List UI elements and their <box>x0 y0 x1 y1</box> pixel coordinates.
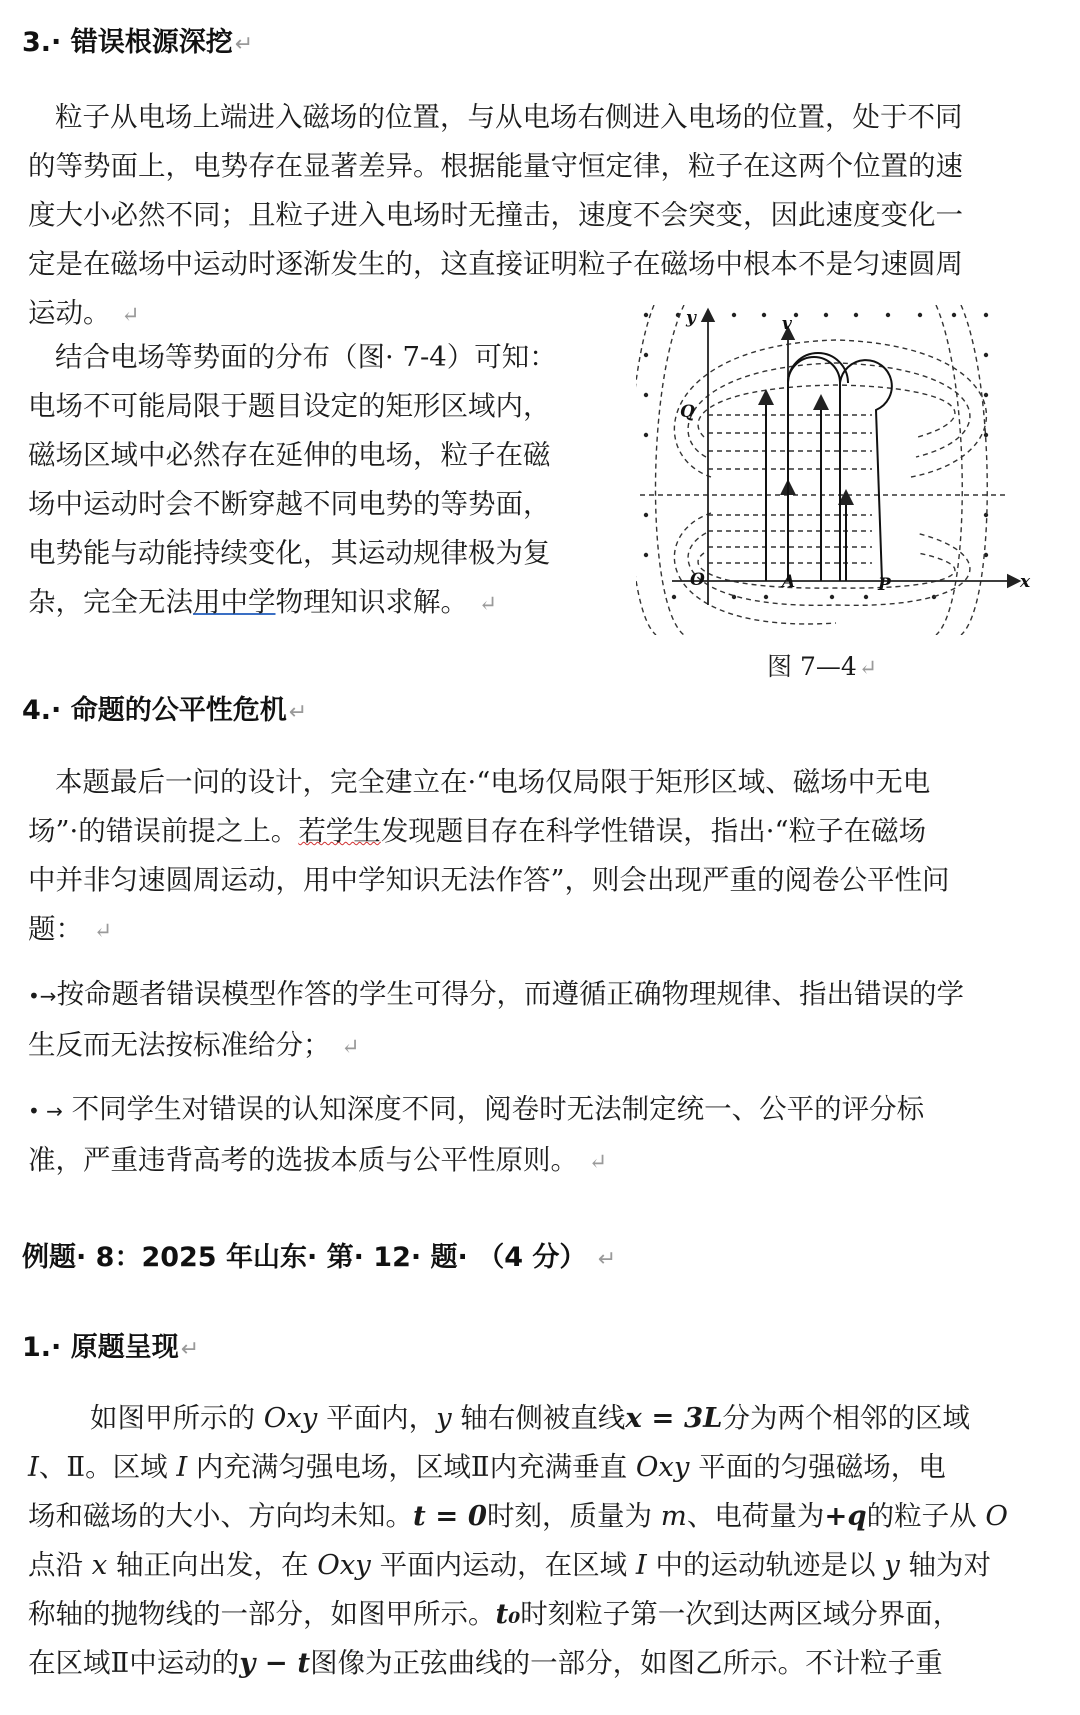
text-line: 本题最后一问的设计，完全建立在·“电场仅局限于矩形区域、磁场中无电 <box>55 766 931 798</box>
figure-caption: 图 7—4↵ <box>767 652 878 681</box>
underlined-phrase: 用中学 <box>193 586 276 618</box>
text-line: 在区域Ⅱ中运动的y − t图像为正弦曲线的一部分，如图乙所示。不计粒子重 <box>28 1647 943 1679</box>
paragraph-mark: ↵ <box>341 1035 360 1060</box>
section-4-heading-text: 4.· 命题的公平性危机 <box>22 695 287 726</box>
section-4-paragraph <box>28 758 1073 956</box>
text-line: 的等势面上，电势存在显著差异。根据能量守恒定律，粒子在这两个位置的速 <box>28 150 963 182</box>
section-3-paragraph-2 <box>28 333 628 629</box>
text-line: 准，严重违背高考的选拔本质与公平性原则。 ↵ <box>28 1144 608 1176</box>
paragraph-mark: ↵ <box>597 1247 617 1272</box>
text-line: 生反而无法按标准给分； ↵ <box>28 1029 360 1061</box>
paragraph-mark: ↵ <box>93 919 113 944</box>
paragraph-mark: ↵ <box>180 1337 200 1362</box>
point-p-label: P <box>878 575 891 595</box>
text-line: I、Ⅱ。区域 I 内充满匀强电场，区域Ⅱ内充满垂直 Oxy 平面的匀强磁场，电 <box>28 1451 946 1483</box>
problem-statement <box>28 1394 1073 1688</box>
text-line: 磁场区域中必然存在延伸的电场，粒子在磁 <box>28 439 551 471</box>
section-3-heading-text: 3.· 错误根源深挖 <box>22 27 233 58</box>
text-line: 杂，完全无法用中学物理知识求解。 ↵ <box>28 586 498 618</box>
section-3-heading <box>22 20 253 59</box>
section-1-heading-text: 1.· 原题呈现 <box>22 1332 179 1363</box>
text-line: 场中运动时会不断穿越不同电势的等势面， <box>28 488 551 520</box>
text-line: 场”·的错误前提之上。若学生发现题目存在科学性错误，指出·“粒子在磁场 <box>28 815 927 847</box>
text-line: 运动。 ↵ <box>28 297 140 329</box>
example-heading: 例题· 8：2025 年山东· 第· 12· 题· （4 分） ↵ <box>22 1242 617 1273</box>
section-3-paragraph-1 <box>28 93 1068 340</box>
bullet-item <box>28 970 1073 1072</box>
x-axis-label: x <box>1020 572 1031 592</box>
point-a-label: A <box>782 572 796 592</box>
text-line: • → 不同学生对错误的认知深度不同，阅卷时无法制定统一、公平的评分标 <box>28 1093 925 1125</box>
text-line: 结合电场等势面的分布（图· 7-4）可知： <box>55 341 557 373</box>
text-line: 定是在磁场中运动时逐渐发生的，这直接证明粒子在磁场中根本不是匀速圆周 <box>28 248 963 280</box>
text-line: 中并非匀速圆周运动，用中学知识无法作答”，则会出现严重的阅卷公平性问 <box>28 864 950 896</box>
text-line: •→按命题者错误模型作答的学生可得分，而遵循正确物理规律、指出错误的学 <box>28 978 965 1010</box>
paragraph-mark: ↵ <box>858 656 878 681</box>
origin-label: O <box>690 570 705 590</box>
paragraph-mark: ↵ <box>588 1150 608 1175</box>
bullet-item <box>28 1085 1073 1187</box>
equipotential-figure <box>636 305 1036 635</box>
text-line: 场和磁场的大小、方向均未知。t = 0时刻，质量为 m、电荷量为+q的粒子从 O <box>28 1500 1008 1532</box>
y-axis-label: y <box>686 308 696 328</box>
paragraph-mark: ↵ <box>478 592 498 617</box>
point-q-label: Q <box>680 402 695 422</box>
section-4-heading <box>22 688 307 727</box>
text-line: 点沿 x 轴正向出发，在 Oxy 平面内运动，在区域 I 中的运动轨迹是以 y 轴为对 <box>28 1549 991 1581</box>
paragraph-mark: ↵ <box>234 32 254 57</box>
text-line: 电场不可能局限于题目设定的矩形区域内， <box>28 390 551 422</box>
axes <box>672 313 1016 605</box>
bullet-marker: •→ <box>28 984 57 1008</box>
velocity-label: v <box>782 314 792 334</box>
wavy-underlined-phrase: 若学生 <box>298 815 381 847</box>
section-1-heading <box>22 1325 199 1364</box>
text-line: 如图甲所示的 Oxy 平面内，y 轴右侧被直线x = 3L分为两个相邻的区域 <box>90 1402 970 1434</box>
bullet-marker: • → <box>28 1099 63 1123</box>
text-line: 粒子从电场上端进入磁场的位置，与从电场右侧进入电场的位置，处于不同 <box>55 101 963 133</box>
paragraph-mark: ↵ <box>121 303 140 328</box>
paragraph-mark: ↵ <box>288 700 308 725</box>
magnetic-field-dots <box>644 313 988 599</box>
text-line: 度大小必然不同；且粒子进入电场时无撞击，速度不会突变，因此速度变化一 <box>28 199 963 231</box>
text-line: 题： ↵ <box>28 913 113 945</box>
text-line: 电势能与动能持续变化，其运动规律极为复 <box>28 537 551 569</box>
text-line: 称轴的抛物线的一部分，如图甲所示。t₀时刻粒子第一次到达两区域分界面， <box>28 1598 961 1630</box>
